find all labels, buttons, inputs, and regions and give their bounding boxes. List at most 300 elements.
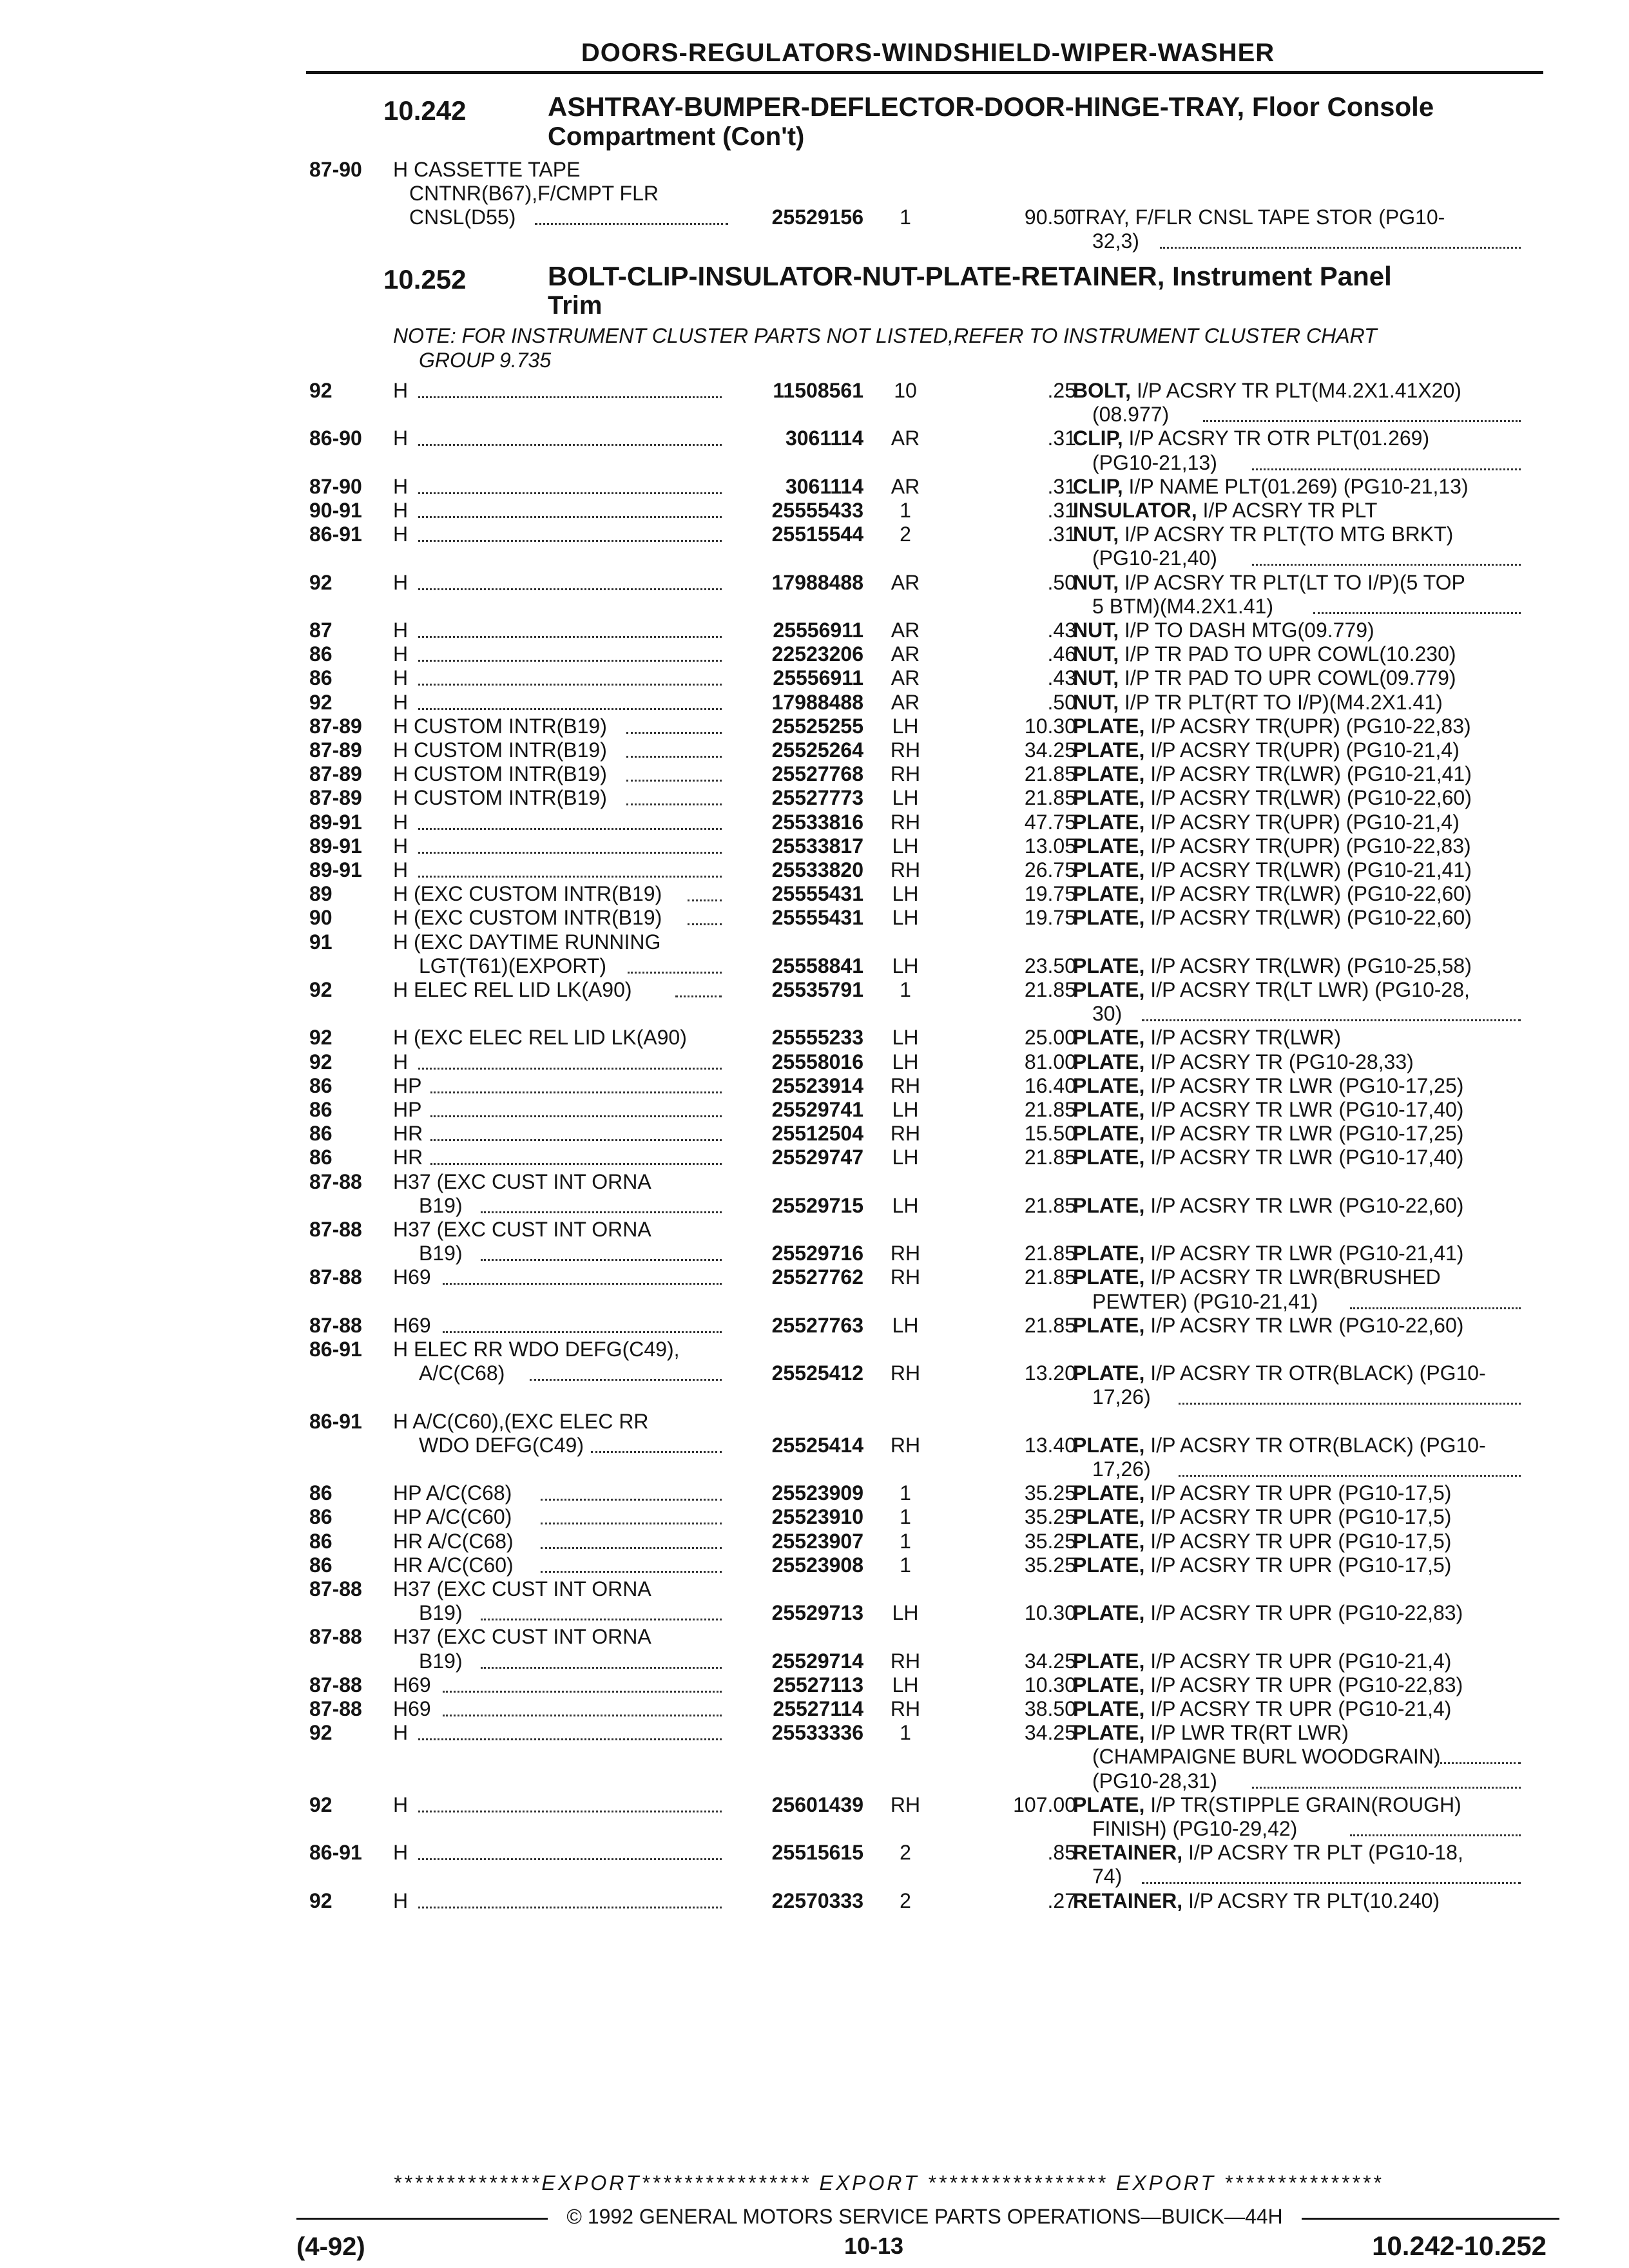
section-number: 10.242	[383, 95, 467, 126]
quantity: RH	[890, 762, 921, 786]
price: 16.40	[1024, 1073, 1076, 1097]
dot-leader	[418, 636, 722, 638]
part-name-text: I/P ACSRY TR UPR (PG10-21,4)	[1144, 1649, 1452, 1673]
part-name-text: I/P NAME PLT(01.269) (PG10-21,13)	[1123, 474, 1469, 498]
year-range: 87-89	[309, 714, 362, 738]
part-keyword: PLATE,	[1073, 1073, 1145, 1097]
price: 35.25	[1024, 1505, 1076, 1529]
part-name	[1073, 834, 1471, 858]
part-description: H	[393, 1050, 409, 1073]
part-description: H ELEC RR WDO DEFG(C49),	[393, 1338, 680, 1361]
quantity: RH	[890, 1265, 921, 1289]
year-range: 86	[309, 1529, 333, 1553]
quantity: RH	[890, 1649, 921, 1673]
footer-section-ref: 10.242-10.252	[1372, 2231, 1547, 2261]
part-name	[1073, 762, 1472, 786]
part-name-text: I/P ACSRY TR PLT (PG10-18,	[1182, 1841, 1463, 1865]
part-name-text: I/P ACSRY TR(LWR) (PG10-22,60)	[1144, 786, 1472, 810]
part-name-text: I/P ACSRY TR PLT(TO MTG BRKT)	[1119, 523, 1454, 546]
dot-leader	[481, 1619, 722, 1620]
dot-leader	[430, 1115, 722, 1117]
quantity: RH	[890, 1242, 921, 1265]
price: 35.25	[1024, 1553, 1076, 1577]
part-keyword: PLATE,	[1073, 738, 1145, 762]
part-description: HR A/C(C68)	[393, 1529, 514, 1553]
part-description: HR	[393, 1122, 423, 1146]
part-keyword: PLATE,	[1073, 762, 1145, 786]
part-description: H69	[393, 1313, 431, 1337]
part-name	[1073, 1146, 1463, 1169]
part-name	[1073, 571, 1465, 595]
price: 21.85	[1024, 762, 1076, 786]
price: 107.00	[1013, 1792, 1076, 1816]
price: 19.75	[1024, 882, 1076, 906]
part-name	[1073, 1721, 1349, 1745]
part-name-text: I/P TR PLT(RT TO I/P)(M4.2X1.41)	[1119, 690, 1443, 714]
year-range: 92	[309, 1792, 333, 1816]
part-description: H69	[393, 1697, 431, 1720]
part-name-text: I/P ACSRY TR LWR (PG10-22,60)	[1144, 1313, 1464, 1337]
price: 21.85	[1024, 1313, 1076, 1337]
part-keyword: NUT,	[1073, 523, 1119, 546]
part-keyword: PLATE,	[1073, 1433, 1145, 1457]
part-description: H	[393, 619, 409, 642]
part-name-text: I/P ACSRY TR OTR PLT(01.269)	[1123, 427, 1430, 450]
dot-leader	[1203, 420, 1521, 422]
part-name	[1073, 642, 1456, 666]
quantity: 10	[894, 379, 917, 402]
part-description: H A/C(C60),(EXC ELEC RR	[393, 1409, 649, 1433]
year-range: 92	[309, 1050, 333, 1073]
dot-leader	[541, 1571, 722, 1573]
quantity: LH	[892, 1146, 919, 1169]
year-range: 90	[309, 906, 333, 930]
part-description: HP A/C(C68)	[393, 1481, 512, 1505]
part-name	[1073, 1793, 1461, 1817]
year-range: 87-89	[309, 786, 362, 810]
price: 19.75	[1024, 906, 1076, 930]
part-keyword: PLATE,	[1073, 810, 1145, 834]
year-range: 92	[309, 379, 333, 402]
part-description: H (EXC CUSTOM INTR(B19)	[393, 906, 662, 930]
dot-leader	[541, 1499, 722, 1501]
part-number: 25556911	[773, 666, 863, 690]
year-range: 89	[309, 882, 333, 906]
part-description: H	[393, 810, 409, 834]
price: .31	[1047, 474, 1076, 498]
part-name-text: I/P ACSRY TR UPR (PG10-17,5)	[1144, 1505, 1452, 1529]
part-number: 25529715	[771, 1193, 863, 1217]
part-number: 25523914	[771, 1073, 863, 1097]
part-name-cont: 17,26)	[1092, 1385, 1151, 1409]
dot-leader	[443, 1715, 722, 1716]
part-number: 22523206	[771, 642, 863, 666]
part-description: LGT(T61)(EXPORT)	[419, 954, 606, 977]
dot-leader	[418, 876, 722, 878]
part-name	[1073, 1074, 1463, 1098]
part-name-text: I/P ACSRY TR PLT(10.240)	[1182, 1888, 1440, 1912]
part-number: 25558016	[771, 1050, 863, 1073]
dot-leader	[530, 1379, 722, 1381]
part-keyword: PLATE,	[1073, 1721, 1145, 1745]
price: .43	[1047, 666, 1076, 690]
part-name	[1073, 1194, 1463, 1218]
dot-leader	[626, 732, 722, 734]
price: .31	[1047, 499, 1076, 522]
quantity: AR	[891, 570, 920, 594]
part-number: 25533816	[771, 810, 863, 834]
part-name-text: I/P TR PAD TO UPR COWL(10.230)	[1119, 642, 1456, 666]
part-name	[1073, 715, 1471, 738]
part-number: 25555233	[771, 1026, 863, 1050]
part-number: 25525412	[771, 1361, 863, 1385]
dot-leader	[1160, 247, 1521, 249]
year-range: 86	[309, 1146, 333, 1169]
quantity: AR	[891, 666, 920, 690]
dot-leader	[418, 828, 722, 830]
part-keyword: PLATE,	[1073, 1265, 1145, 1289]
year-range: 92	[309, 1721, 333, 1745]
part-number: 25512504	[771, 1122, 863, 1146]
part-name-cont: PEWTER) (PG10-21,41)	[1092, 1289, 1318, 1313]
part-number: 25525264	[771, 738, 863, 762]
quantity: LH	[892, 1050, 919, 1073]
quantity: AR	[891, 474, 920, 498]
dot-leader	[418, 684, 722, 686]
part-name	[1073, 1505, 1451, 1529]
part-number: 25529747	[771, 1146, 863, 1169]
price: 21.85	[1024, 1098, 1076, 1121]
part-description: H	[393, 523, 409, 546]
part-number: 25527762	[771, 1265, 863, 1289]
part-name-text: I/P TR PAD TO UPR COWL(09.779)	[1119, 666, 1456, 690]
dot-leader	[1252, 468, 1521, 470]
price: 81.00	[1024, 1050, 1076, 1073]
year-range: 87-88	[309, 1577, 362, 1600]
part-keyword: PLATE,	[1073, 906, 1145, 930]
dot-leader	[418, 1068, 722, 1070]
dot-leader	[443, 1283, 722, 1285]
part-number: 25555431	[771, 906, 863, 930]
dot-leader	[626, 803, 722, 805]
part-name-text: I/P ACSRY TR UPR (PG10-17,5)	[1144, 1481, 1452, 1505]
part-name-text: I/P ACSRY TR LWR (PG10-17,25)	[1144, 1073, 1464, 1097]
part-name	[1073, 691, 1443, 715]
part-name	[1073, 475, 1469, 499]
part-name	[1073, 1649, 1451, 1673]
part-number: 25527763	[771, 1313, 863, 1337]
part-description: CNSL(D55)	[409, 206, 516, 229]
part-description: H (EXC ELEC REL LID LK(A90)	[393, 1026, 687, 1050]
price: 21.85	[1024, 1265, 1076, 1289]
quantity: AR	[891, 642, 920, 666]
dot-leader	[628, 972, 722, 974]
part-name-cont: 5 BTM)(M4.2X1.41)	[1092, 594, 1273, 618]
dot-leader	[430, 1139, 722, 1141]
dot-leader	[481, 1211, 722, 1213]
year-range: 87-88	[309, 1265, 362, 1289]
part-description: H37 (EXC CUST INT ORNA	[393, 1577, 651, 1600]
part-name	[1073, 1098, 1463, 1122]
quantity: 1	[900, 978, 911, 1001]
part-description: H	[393, 1888, 409, 1912]
part-name-text: I/P ACSRY TR(LWR) (PG10-21,41)	[1144, 858, 1472, 881]
dot-leader	[1350, 1307, 1521, 1309]
part-description: B19)	[419, 1649, 463, 1673]
dot-leader	[541, 1547, 722, 1549]
part-description: WDO DEFG(C49)	[419, 1433, 584, 1457]
dot-leader	[418, 588, 722, 590]
part-name-text: I/P ACSRY TR(UPR) (PG10-22,83)	[1144, 834, 1471, 858]
quantity: LH	[892, 1313, 919, 1337]
price: 10.30	[1024, 1673, 1076, 1696]
year-range: 92	[309, 978, 333, 1001]
part-name	[1073, 1026, 1341, 1050]
part-number: 25556911	[773, 619, 863, 642]
part-name	[1073, 619, 1374, 642]
part-keyword: PLATE,	[1073, 1026, 1145, 1050]
part-keyword: PLATE,	[1073, 1193, 1145, 1217]
dot-leader	[1179, 1475, 1521, 1477]
quantity: RH	[890, 1433, 921, 1457]
price: 21.85	[1024, 1242, 1076, 1265]
price: 34.25	[1024, 1721, 1076, 1745]
part-number: 25527114	[773, 1697, 863, 1720]
part-description: H	[393, 858, 409, 881]
page-header-title: DOORS-REGULATORS-WINDSHIELD-WIPER-WASHER	[581, 39, 1275, 67]
part-keyword: NUT,	[1073, 642, 1119, 666]
part-description: H (EXC DAYTIME RUNNING	[393, 930, 661, 954]
part-number: 25601439	[771, 1792, 863, 1816]
part-description: H	[393, 499, 409, 522]
year-range: 86	[309, 1553, 333, 1577]
quantity: LH	[892, 786, 919, 810]
price: 21.85	[1024, 786, 1076, 810]
part-name	[1073, 738, 1460, 762]
dot-leader	[418, 660, 722, 662]
footer-page-number: 10-13	[844, 2233, 904, 2259]
quantity: LH	[892, 1601, 919, 1625]
dot-leader	[443, 1691, 722, 1693]
part-name	[1073, 786, 1472, 810]
price: .31	[1047, 523, 1076, 546]
price: 13.40	[1024, 1433, 1076, 1457]
quantity: LH	[892, 1098, 919, 1121]
price: .85	[1047, 1841, 1076, 1865]
part-name	[1073, 858, 1472, 882]
dot-leader	[688, 923, 722, 925]
quantity: RH	[890, 738, 921, 762]
footer-rule-left	[296, 2218, 548, 2220]
part-keyword: PLATE,	[1073, 1146, 1145, 1169]
section-title: ASHTRAY-BUMPER-DEFLECTOR-DOOR-HINGE-TRAY, Floor Console	[548, 91, 1434, 122]
part-description: A/C(C68)	[419, 1361, 505, 1385]
part-keyword: RETAINER,	[1073, 1888, 1183, 1912]
dot-leader	[1252, 1787, 1521, 1789]
part-name-text: I/P ACSRY TR(UPR) (PG10-21,4)	[1144, 738, 1460, 762]
part-keyword: CLIP,	[1073, 427, 1123, 450]
dot-leader	[430, 1163, 722, 1165]
part-description: H37 (EXC CUST INT ORNA	[393, 1625, 651, 1649]
part-name	[1073, 1841, 1463, 1865]
part-name-text: I/P ACSRY TR UPR (PG10-17,5)	[1144, 1529, 1452, 1553]
quantity: LH	[892, 714, 919, 738]
quantity: RH	[890, 1122, 921, 1146]
part-keyword: PLATE,	[1073, 1098, 1145, 1121]
part-description: H37 (EXC CUST INT ORNA	[393, 1169, 651, 1193]
part-number: 25523907	[771, 1529, 863, 1553]
year-range: 87	[309, 619, 333, 642]
part-name	[1073, 1481, 1451, 1505]
dot-leader	[675, 995, 722, 997]
year-range: 86-91	[309, 1409, 362, 1433]
part-name-cont: (PG10-21,13)	[1092, 450, 1217, 474]
part-description: H CUSTOM INTR(B19)	[393, 762, 607, 786]
dot-leader	[418, 1738, 722, 1740]
part-name-cont: (CHAMPAIGNE BURL WOODGRAIN)	[1092, 1745, 1441, 1769]
part-keyword: NUT,	[1073, 570, 1119, 594]
dot-leader	[443, 1331, 722, 1333]
part-number: 11508561	[773, 379, 863, 402]
quantity: AR	[891, 427, 920, 450]
part-name	[1073, 906, 1472, 930]
part-name-cont: (PG10-28,31)	[1092, 1769, 1217, 1792]
price: .31	[1047, 427, 1076, 450]
quantity: LH	[892, 882, 919, 906]
part-name	[1073, 1242, 1463, 1265]
part-number: 25558841	[771, 954, 863, 977]
part-number: 17988488	[771, 570, 863, 594]
price: 34.25	[1024, 1649, 1076, 1673]
part-number: 25529714	[771, 1649, 863, 1673]
part-name-cont: 74)	[1092, 1865, 1123, 1888]
part-keyword: PLATE,	[1073, 714, 1145, 738]
year-range: 87-88	[309, 1218, 362, 1241]
price: 10.30	[1024, 1601, 1076, 1625]
part-keyword: PLATE,	[1073, 1553, 1145, 1577]
footer-copyright: © 1992 GENERAL MOTORS SERVICE PARTS OPERATIONS—BUICK—44H	[566, 2205, 1283, 2228]
part-name-text: I/P ACSRY TR OTR(BLACK) (PG10-	[1144, 1361, 1486, 1385]
part-name-text: I/P ACSRY TR(LT LWR) (PG10-28,	[1144, 978, 1470, 1001]
dot-leader	[688, 899, 722, 901]
part-name-text: I/P ACSRY TR(LWR)	[1144, 1026, 1342, 1050]
part-keyword: NUT,	[1073, 666, 1119, 690]
quantity: 1	[900, 206, 911, 229]
dot-leader	[418, 540, 722, 542]
part-description: B19)	[419, 1242, 463, 1265]
part-name-cont: 32,3)	[1092, 229, 1139, 253]
part-name-cont: FINISH) (PG10-29,42)	[1092, 1817, 1298, 1840]
dot-leader	[1142, 1882, 1521, 1884]
part-name-text: I/P ACSRY TR(UPR) (PG10-21,4)	[1144, 810, 1460, 834]
dot-leader	[626, 780, 722, 782]
part-keyword: RETAINER,	[1073, 1841, 1183, 1865]
dot-leader	[418, 396, 722, 398]
part-keyword: PLATE,	[1073, 834, 1145, 858]
part-description: H37 (EXC CUST INT ORNA	[393, 1218, 651, 1241]
part-name-text: I/P ACSRY TR LWR (PG10-17,40)	[1144, 1098, 1464, 1121]
part-number: 25523909	[771, 1481, 863, 1505]
part-keyword: PLATE,	[1073, 1361, 1145, 1385]
part-keyword: CLIP,	[1073, 474, 1123, 498]
footer-rule-right	[1302, 2218, 1559, 2220]
part-name	[1073, 1697, 1451, 1721]
year-range: 86	[309, 1122, 333, 1146]
year-range: 90-91	[309, 499, 362, 522]
part-name-cont: 17,26)	[1092, 1457, 1151, 1481]
price: 38.50	[1024, 1697, 1076, 1720]
part-name-text: I/P ACSRY TR(LWR) (PG10-21,41)	[1144, 762, 1472, 786]
quantity: 2	[900, 523, 911, 546]
quantity: LH	[892, 1026, 919, 1050]
quantity: LH	[892, 906, 919, 930]
dot-leader	[535, 223, 728, 225]
part-name	[1073, 1601, 1463, 1625]
price: 47.75	[1024, 810, 1076, 834]
part-number: 25515544	[771, 523, 863, 546]
part-name	[1073, 1265, 1441, 1289]
year-range: 86	[309, 1098, 333, 1121]
part-number: 25523910	[771, 1505, 863, 1529]
quantity: RH	[890, 1792, 921, 1816]
part-name-text: I/P ACSRY TR UPR (PG10-17,5)	[1144, 1553, 1452, 1577]
part-keyword: PLATE,	[1073, 954, 1145, 977]
part-name-text: I/P ACSRY TR LWR (PG10-21,41)	[1144, 1242, 1464, 1265]
price: 21.85	[1024, 1193, 1076, 1217]
part-name	[1073, 1434, 1486, 1457]
header-rule	[306, 71, 1543, 74]
quantity: 1	[900, 1721, 911, 1745]
part-description: H	[393, 379, 409, 402]
part-number: 25529156	[771, 206, 863, 229]
price: 21.85	[1024, 1146, 1076, 1169]
part-name	[1073, 1673, 1463, 1697]
quantity: AR	[891, 690, 920, 714]
part-number: 25525414	[771, 1433, 863, 1457]
part-number: 25533336	[771, 1721, 863, 1745]
dot-leader	[541, 1523, 722, 1524]
part-name	[1073, 1314, 1463, 1338]
part-description: H	[393, 1792, 409, 1816]
part-description: CNTNR(B67),F/CMPT FLR	[409, 182, 659, 205]
quantity: AR	[891, 619, 920, 642]
price: 10.30	[1024, 714, 1076, 738]
part-name-text: I/P ACSRY TR (PG10-28,33)	[1144, 1050, 1414, 1073]
part-number: 25555433	[771, 499, 863, 522]
part-keyword: PLATE,	[1073, 1481, 1145, 1505]
quantity: RH	[890, 1361, 921, 1385]
quantity: 2	[900, 1841, 911, 1865]
part-description: H CUSTOM INTR(B19)	[393, 786, 607, 810]
part-number: 25533820	[771, 858, 863, 881]
dot-leader	[430, 1091, 722, 1093]
part-keyword: NUT,	[1073, 690, 1119, 714]
part-description: H (EXC CUSTOM INTR(B19)	[393, 882, 662, 906]
year-range: 87-89	[309, 762, 362, 786]
part-name-text: I/P ACSRY TR PLT(LT TO I/P)(5 TOP	[1119, 570, 1465, 594]
dot-leader	[1142, 1019, 1521, 1021]
footer-date: (4-92)	[296, 2233, 365, 2261]
part-name-text: I/P ACSRY TR LWR (PG10-17,40)	[1144, 1146, 1464, 1169]
part-description: H	[393, 570, 409, 594]
part-keyword: PLATE,	[1073, 1649, 1145, 1673]
price: 13.20	[1024, 1361, 1076, 1385]
part-name-text: I/P ACSRY TR UPR (PG10-22,83)	[1144, 1601, 1463, 1625]
price: .50	[1047, 690, 1076, 714]
part-description: H ELEC REL LID LK(A90)	[393, 978, 632, 1001]
year-range: 91	[309, 930, 333, 954]
part-name-text: I/P ACSRY TR(LWR) (PG10-25,58)	[1144, 954, 1472, 977]
